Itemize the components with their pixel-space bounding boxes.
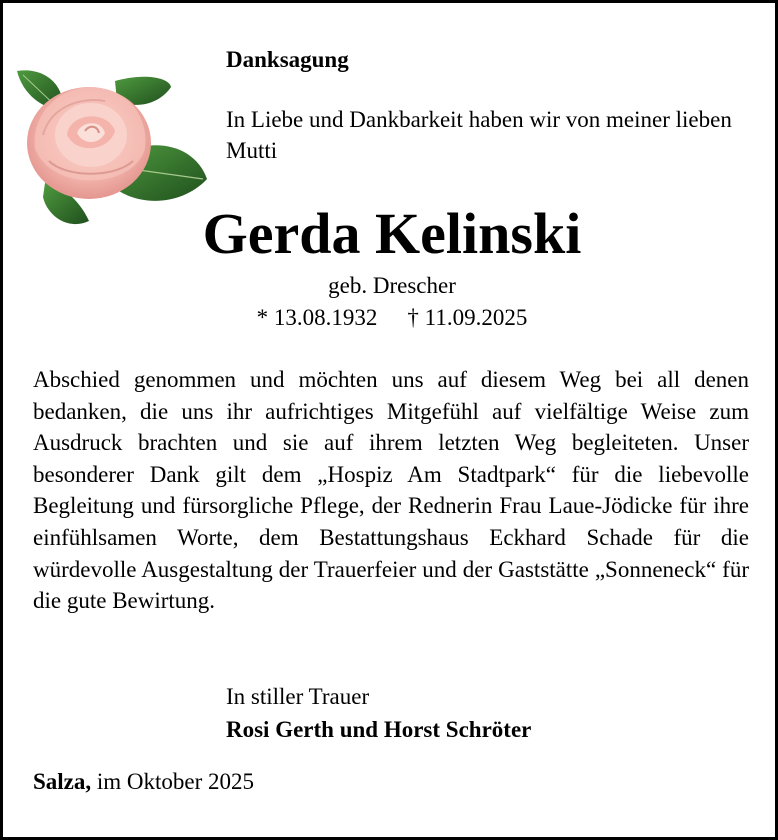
birth-name: geb. Drescher (328, 273, 456, 298)
thanks-body: Abschied genommen und möchten uns auf diesem Weg bei all denen bedanken, die uns ihr aufrichtiges Mitgefühl auf vielfältige Weise zum Ausdruck brachten und sie auf ihrem letzten Weg begleiteten. Unser besonderer Dank gilt dem „Hospiz Am Stadtpark“ für die liebevolle Begleitung und fürsorgliche Pflege, der Rednerin Frau Laue-Jödicke für ihre einfühlsamen Worte, dem Bestattungshaus Eckhard Schade für die würdevolle Ausgestaltung der Trauerfeier und der Gaststätte „Sonneneck“ für die gute Bewirtung. (33, 367, 749, 614)
place-name: Salza, (33, 769, 92, 794)
birth-date: * 13.08.1932 (256, 305, 378, 330)
closing-block (226, 680, 531, 746)
death-date: † 11.09.2025 (407, 305, 528, 330)
deceased-name: Gerda Kelinski (202, 201, 582, 266)
heading: Danksagung (226, 47, 349, 72)
place-date (33, 769, 254, 795)
intro-text: In Liebe und Dankbarkeit haben wir von meiner lieben Mutti (226, 107, 732, 163)
closing-line: In stiller Trauer (226, 684, 370, 709)
mourner-names: Rosi Gerth und Horst Schröter (226, 717, 532, 742)
life-dates (3, 305, 778, 331)
date-line: im Oktober 2025 (96, 769, 255, 794)
